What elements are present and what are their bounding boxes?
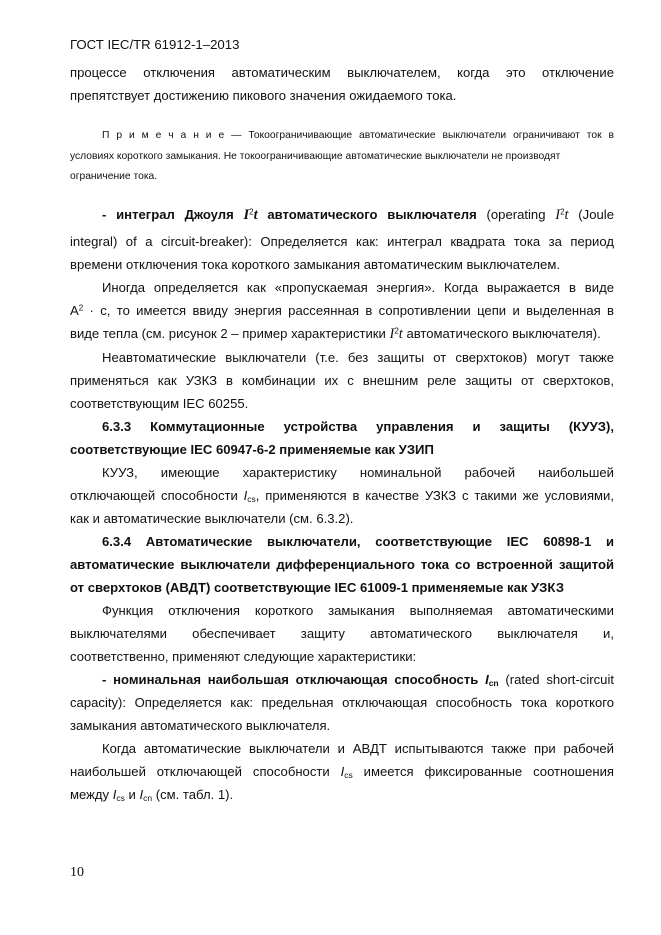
- paragraph-line: Неавтоматические выключатели (т.е. без защиты от сверхтоков) могут также: [102, 350, 614, 365]
- paragraph-line: соответствующим IEC 60255.: [70, 396, 249, 411]
- section-heading-6-3-4: автоматические выключатели дифференциального тока со встроенной защитой: [70, 557, 614, 572]
- note-label: П р и м е ч а н и е —: [102, 130, 242, 141]
- paragraph-line: КУУЗ, имеющие характеристику номинальной рабочей наибольшей: [102, 465, 614, 480]
- note-line: условиях короткого замыкания. Не токоограничивающие автоматические выключатели не производят: [70, 151, 561, 162]
- page-number: 10: [70, 865, 84, 880]
- document-header: ГОСТ IEC/TR 61912-1–2013: [70, 37, 240, 52]
- note-line: П р и м е ч а н и е — Токоограничивающие автоматические выключатели ограничивают ток в: [102, 130, 614, 141]
- section-heading-6-3-4: 6.3.4 Автоматические выключатели, соответствующие IEC 60898-1 и: [102, 534, 614, 549]
- paragraph-line: препятствует достижению пикового значения ожидаемого тока.: [70, 88, 457, 103]
- definition-joule-integral: - интеграл Джоуля $I^2t$ автоматического выключателя (operating $I^2t$ (Joule: [102, 207, 614, 223]
- paragraph-line: замыкания автоматического выключателя.: [70, 718, 331, 733]
- paragraph-line: как и автоматические выключатели (см. 6.3.2).: [70, 511, 354, 526]
- paragraph-line: применяться как УЗКЗ в комбинации их с внешним реле защиты от сверхтоков,: [70, 373, 614, 388]
- paragraph-line: $А^2 \cdot с$, то имеется ввиду энергия рассеянная в сопротивлении цепи и выделенная в: [70, 303, 614, 318]
- paragraph-line: между $I_{cs}$ и $I_{cn}$ (см. табл. 1).: [70, 787, 234, 804]
- section-heading-6-3-4: от сверхтоков (АВДТ) соответствующие IEC 61009-1 применяемые как УЗКЗ: [70, 580, 565, 595]
- section-heading-6-3-3: 6.3.3 Коммутационные устройства управления и защиты (КУУЗ),: [102, 419, 614, 434]
- paragraph-line: integral) of a circuit-breaker): Определяется как: интеграл квадрата тока за период: [70, 234, 614, 249]
- paragraph-line: выключателями обеспечивает защиту автоматического выключателя и,: [70, 626, 614, 641]
- paragraph-line: Иногда определяется как «пропускаемая энергия». Когда выражается в виде: [102, 280, 614, 295]
- paragraph-line: Когда автоматические выключатели и АВДТ испытываются также при рабочей: [102, 741, 614, 756]
- paragraph-line: виде тепла (см. рисунок 2 – пример характеристики $I^2t$ автоматического выключателя).: [70, 326, 601, 342]
- paragraph-line: отключающей способности $I_{cs}$, применяются в качестве УЗКЗ с такими же условиями,: [70, 488, 614, 505]
- definition-rated-capacity: - номинальная наибольшая отключающая способность $I_{cn}$ (rated short-circuit: [102, 672, 614, 689]
- paragraph-line: capacity): Определяется как: предельная отключающая способность тока короткого: [70, 695, 614, 710]
- section-heading-6-3-3: соответствующие IEC 60947-6-2 применяемые как УЗИП: [70, 442, 434, 457]
- paragraph-line: соответственно, применяют следующие характеристики:: [70, 649, 417, 664]
- paragraph-line: времени отключения тока короткого замыкания автоматическим выключателем.: [70, 257, 560, 272]
- note-line: ограничение тока.: [70, 171, 158, 182]
- paragraph-line: наибольшей отключающей способности $I_{cs}$ имеется фиксированные соотношения: [70, 764, 614, 781]
- paragraph-line: процессе отключения автоматическим выключателем, когда это отключение: [70, 65, 614, 80]
- paragraph-line: Функция отключения короткого замыкания выполняемая автоматическими: [102, 603, 614, 618]
